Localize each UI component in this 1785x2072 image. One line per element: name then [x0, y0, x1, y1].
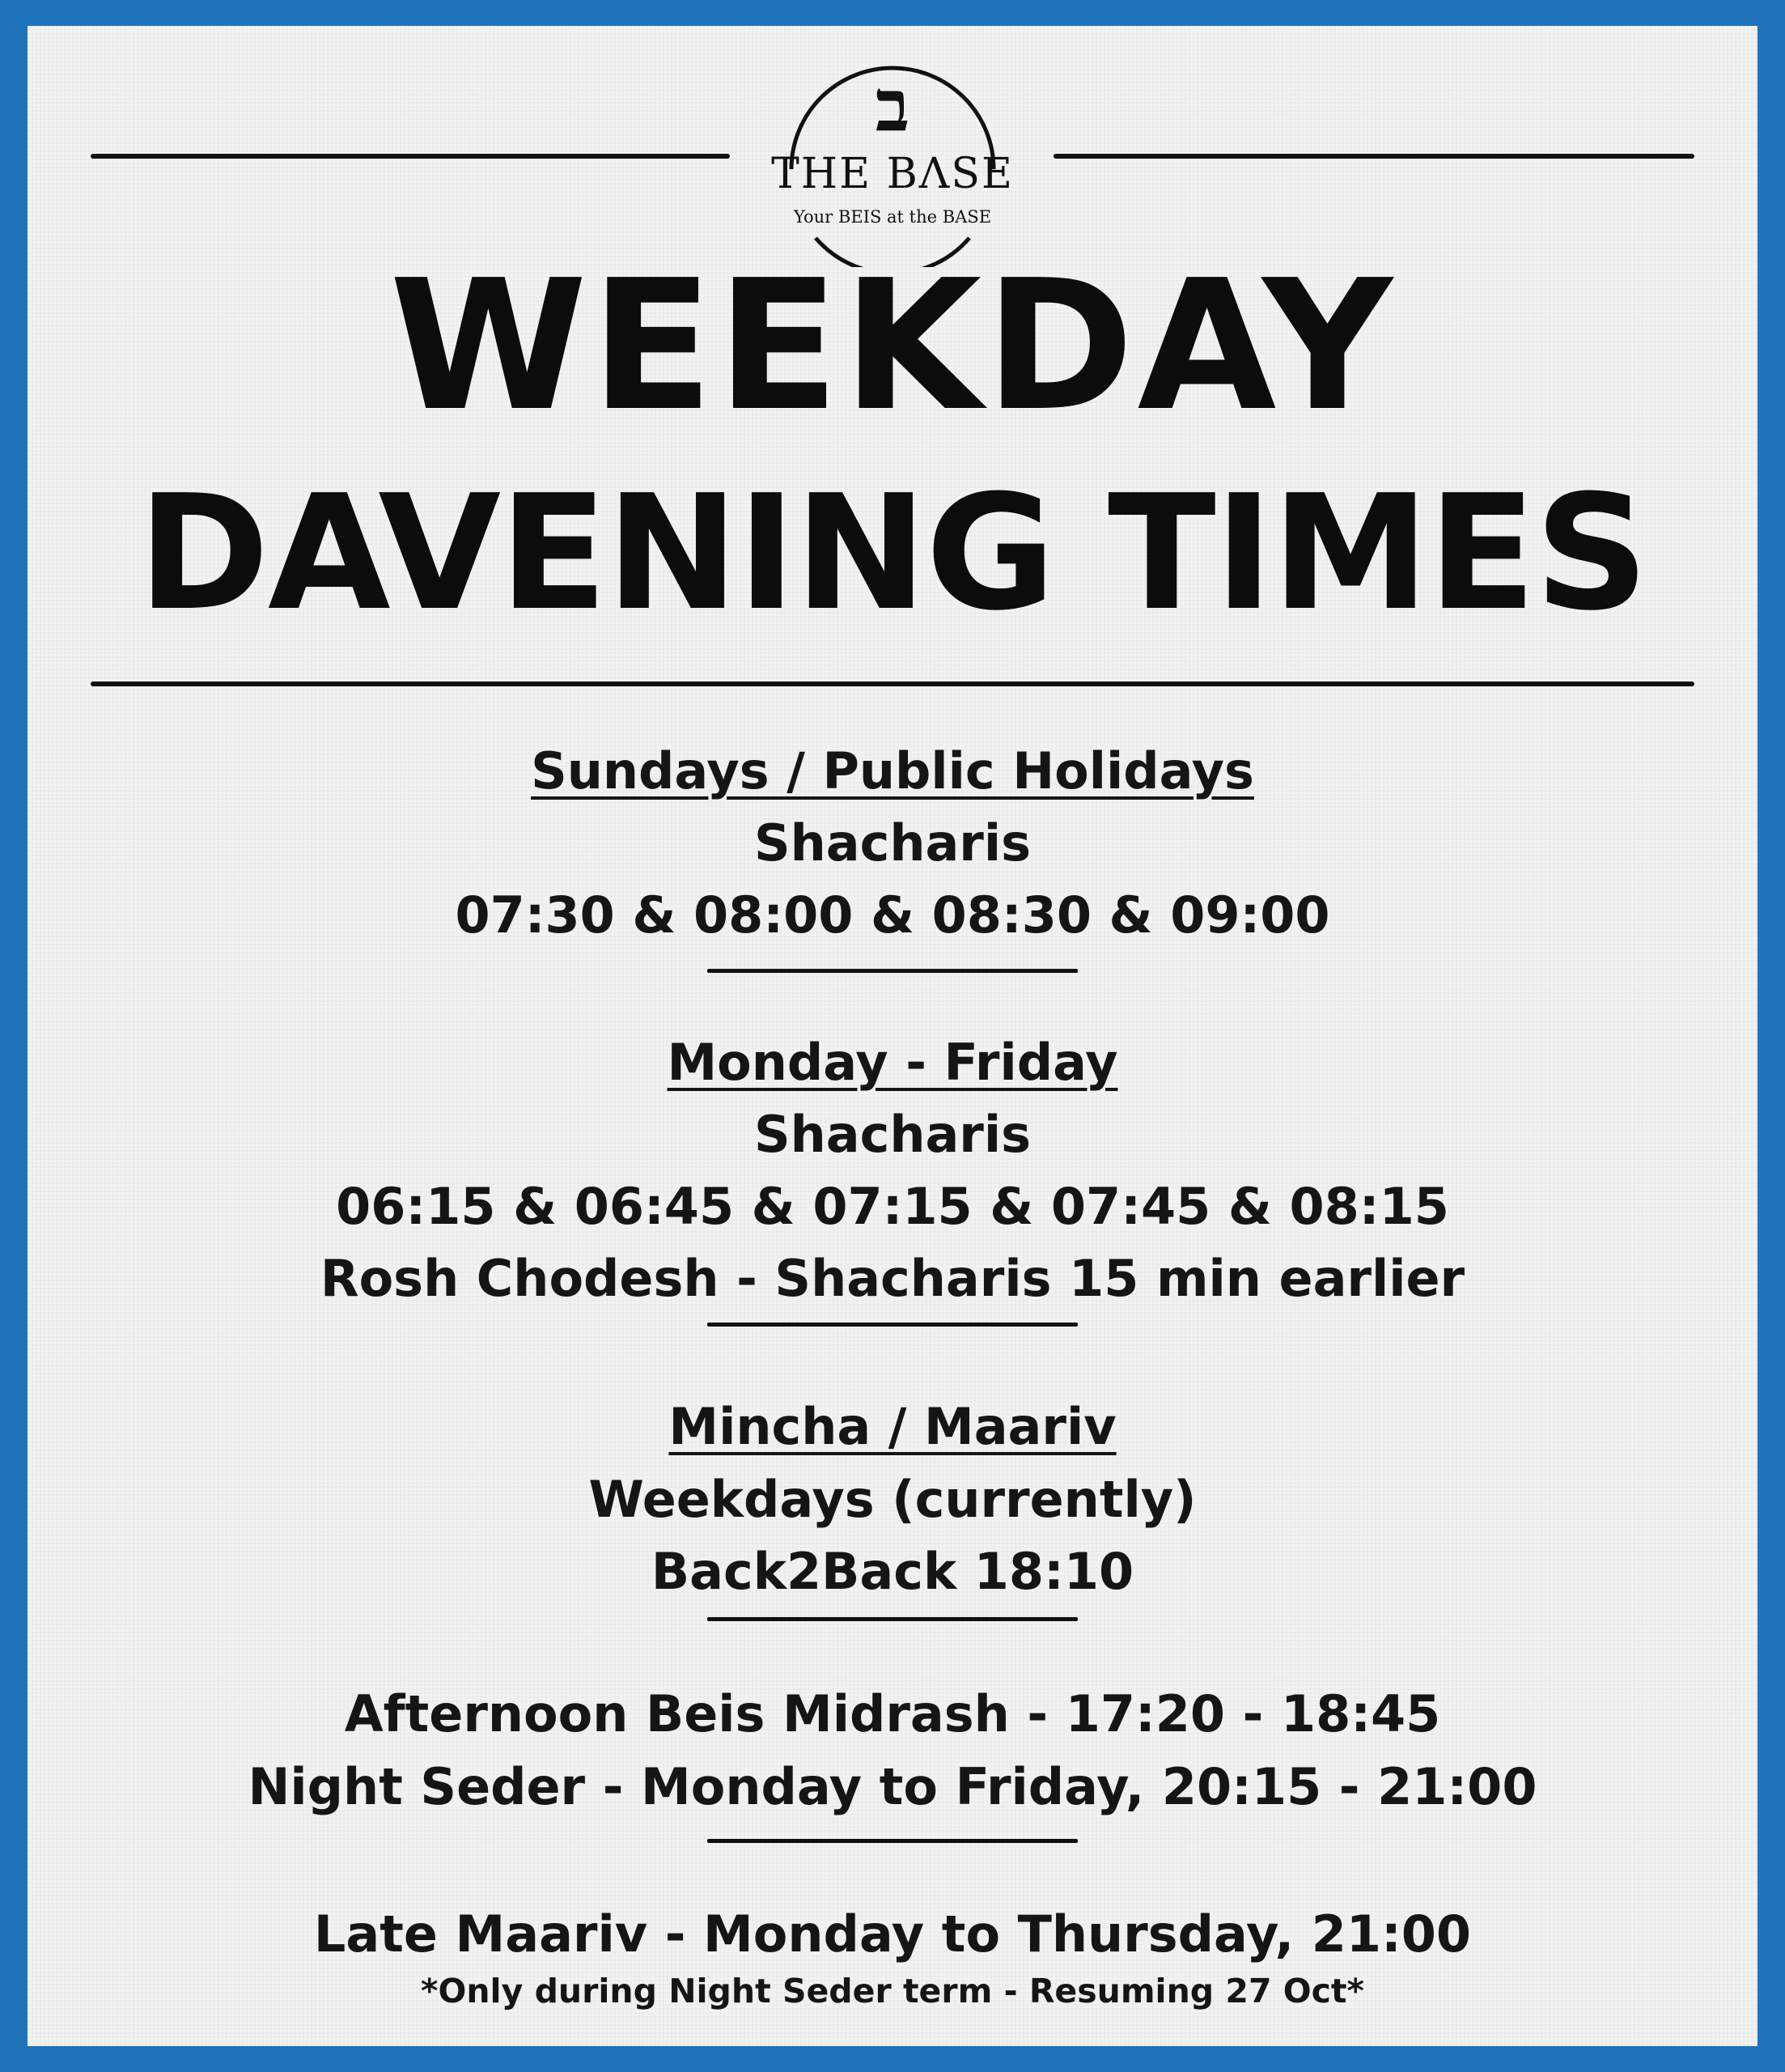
header-rule-left — [91, 154, 730, 159]
late-maariv: Late Maariv - Monday to Thursday, 21:00 — [313, 1904, 1472, 1964]
logo-mark-icon: ב — [875, 63, 910, 147]
section-weekday-times: 06:15 & 06:45 & 07:15 & 07:45 & 08:15 — [336, 1177, 1449, 1236]
section-divider — [707, 1323, 1078, 1327]
the-base-logo — [771, 36, 1014, 267]
section-sundays-times: 07:30 & 08:00 & 08:30 & 09:00 — [455, 885, 1330, 945]
section-mincha-times: Back2Back 18:10 — [651, 1542, 1134, 1601]
section-heading-monday-friday: Monday - Friday — [667, 1033, 1118, 1092]
headline-weekday: WEEKDAY — [389, 242, 1396, 451]
section-sundays-line: Shacharis — [753, 813, 1032, 873]
section-weekday-line: Shacharis — [753, 1105, 1032, 1164]
logo-tagline: Your BEIS at the BASE — [793, 207, 992, 227]
section-divider — [707, 969, 1078, 973]
section-divider — [707, 1839, 1078, 1843]
night-seder: Night Seder - Monday to Friday, 20:15 - 21:00 — [248, 1757, 1537, 1816]
headline-davening-times: DAVENING TIMES — [138, 461, 1647, 646]
header-rule-right — [1054, 154, 1694, 159]
section-divider — [707, 1617, 1078, 1621]
late-maariv-note: *Only during Night Seder term - Resuming 27 Oct* — [421, 1972, 1364, 2010]
section-mincha-line: Weekdays (currently) — [588, 1470, 1197, 1529]
poster — [28, 26, 1757, 2046]
section-heading-mincha-maariv: Mincha / Maariv — [668, 1397, 1117, 1456]
headline-rule — [91, 681, 1694, 686]
logo-title: THE BΛSE — [771, 150, 1014, 198]
afternoon-beis-midrash: Afternoon Beis Midrash - 17:20 - 18:45 — [344, 1684, 1441, 1743]
section-weekday-note: Rosh Chodesh - Shacharis 15 min earlier — [320, 1249, 1465, 1308]
section-heading-sundays: Sundays / Public Holidays — [531, 741, 1254, 800]
